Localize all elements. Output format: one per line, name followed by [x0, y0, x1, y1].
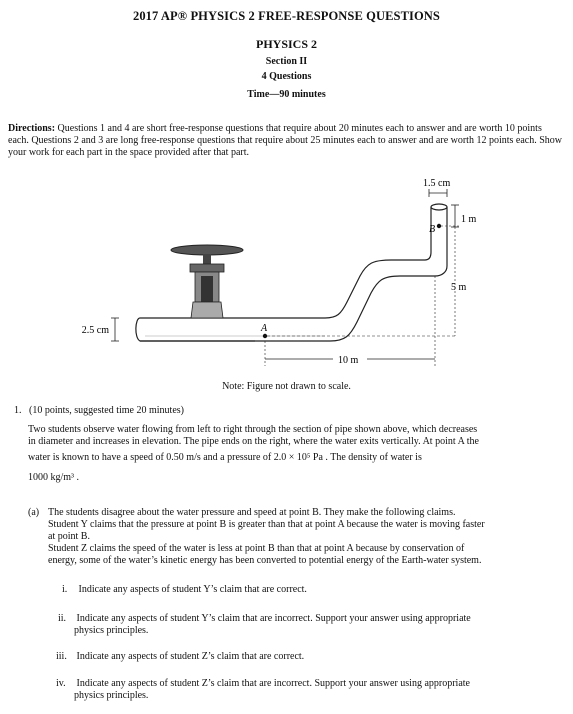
label-1m: 1 m: [461, 214, 477, 225]
part-a: [28, 507, 564, 567]
part-a-line: at point B.: [48, 531, 90, 542]
intro-line: water is known to have a speed of 0.50 m/s and a pressure of 2.0 × 10⁵ Pa . The density of water is: [28, 452, 422, 463]
directions-text: Questions 1 and 4 are short free-response questions that require about 20 minutes each to answer and are worth 10 points each. Questions 2 and 3 are long free-response questions that require about 25 minutes each to answer and are worth 12 points each. Show your work for each part in the space provided after that part.: [8, 123, 563, 158]
pipe-left-section: [136, 318, 255, 341]
part-a-line: The students disagree about the water pressure and speed at point B. They make the following claims.: [48, 507, 456, 518]
subitem-text-cont: physics principles.: [74, 625, 149, 636]
intro-line: Two students observe water flowing from left to right through the section of pipe shown above, which decreases: [28, 424, 478, 435]
page-title: 2017 AP® PHYSICS 2 FREE-RESPONSE QUESTIONS: [132, 9, 440, 23]
question-number-and-points: [14, 405, 184, 417]
subitem-iv: [56, 678, 556, 702]
subitem-num: iv.: [56, 678, 66, 689]
subitem-ii: [58, 613, 558, 637]
subitem-text-cont: physics principles.: [74, 690, 149, 701]
question-intro: [28, 424, 564, 484]
question-number: 1.: [14, 405, 22, 416]
label-top-width: 1.5 cm: [423, 178, 451, 189]
directions: [8, 123, 564, 159]
pipe-outlet: [431, 204, 447, 210]
part-a-label: (a): [28, 507, 40, 518]
time-limit: Time—90 minutes: [247, 89, 326, 100]
subitem-iii: [56, 651, 556, 663]
questions-count: 4 Questions: [261, 71, 312, 82]
subject-heading: PHYSICS 2: [255, 37, 317, 51]
subitem-text: Indicate any aspects of student Y’s claim that are correct.: [78, 584, 307, 595]
subitem-num: ii.: [58, 613, 67, 624]
label-A: A: [261, 323, 268, 334]
valve: [171, 245, 243, 318]
part-a-line: energy, some of the water’s kinetic energy has been converted to potential energy of the Earth-water system.: [48, 555, 482, 566]
label-B: B: [429, 224, 436, 235]
subitem-i: [62, 584, 562, 596]
question-points: (10 points, suggested time 20 minutes): [29, 405, 184, 416]
point-B: [437, 224, 441, 228]
label-5m: 5 m: [451, 282, 467, 293]
intro-line: 1000 kg/m³ .: [28, 472, 80, 483]
pipe-top: [325, 207, 431, 318]
subitem-text: Indicate any aspects of student Z’s claim that are correct.: [76, 651, 305, 662]
subitem-text: Indicate any aspects of student Z’s claim that are incorrect. Support your answer using appropriate: [76, 678, 470, 689]
label-10m: 10 m: [338, 355, 359, 366]
label-left-diam: 2.5 cm: [81, 325, 109, 336]
subitem-num: i.: [62, 584, 68, 595]
subitem-text: Indicate any aspects of student Y’s claim that are incorrect. Support your answer using appropriate: [76, 613, 471, 624]
pipe-bottom: [140, 207, 447, 341]
point-A: [263, 334, 267, 338]
subitem-num: iii.: [56, 651, 67, 662]
part-a-line: Student Z claims the speed of the water is less at point B than that at point A because by conservation of: [48, 543, 465, 554]
pipe-diagram: [81, 176, 495, 376]
directions-label: Directions:: [8, 123, 56, 134]
figure-note: Note: Figure not drawn to scale.: [222, 381, 351, 392]
intro-line: in diameter and increases in elevation. The pipe ends on the right, where the water exits vertically. At point A the: [28, 436, 479, 447]
section-heading: Section II: [265, 56, 308, 67]
part-a-line: Student Y claims that the pressure at point B is greater than that at point A because the water is moving faster: [48, 519, 485, 530]
